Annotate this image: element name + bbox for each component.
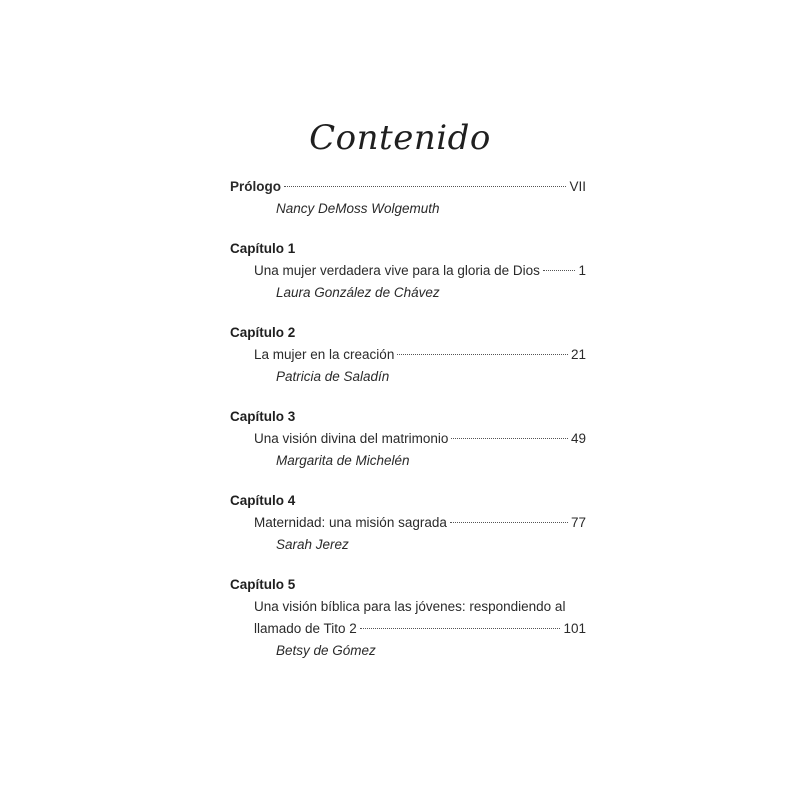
toc-entry-chapter-4 [230, 490, 586, 556]
toc-entry-chapter-1 [230, 238, 586, 304]
chapter-title-line-1: Una visión bíblica para las jóvenes: respondiendo al [254, 599, 566, 614]
toc-line [230, 176, 586, 198]
dot-leader [450, 522, 568, 523]
table-of-contents [230, 176, 586, 662]
toc-line [230, 512, 586, 534]
page-title: Contenido [309, 118, 491, 158]
toc-entry-chapter-3 [230, 406, 586, 472]
page-number: 1 [578, 263, 586, 278]
chapter-label: Capítulo 4 [230, 493, 296, 508]
chapter-label: Capítulo 5 [230, 577, 296, 592]
author-name: Laura González de Chávez [276, 285, 440, 300]
toc-line [230, 344, 586, 366]
toc-entry-chapter-2 [230, 322, 586, 388]
dot-leader [360, 628, 561, 629]
page-number: 49 [570, 431, 586, 446]
page-number: 77 [570, 515, 586, 530]
dot-leader [543, 270, 576, 271]
toc-entry-prologue [230, 176, 586, 220]
chapter-title-line-2: llamado de Tito 2 [254, 621, 357, 636]
author-name: Patricia de Saladín [276, 369, 390, 384]
dot-leader [451, 438, 568, 439]
author-name: Betsy de Gómez [276, 643, 376, 658]
prologue-label: Prólogo [230, 179, 281, 194]
author-name: Nancy DeMoss Wolgemuth [276, 201, 440, 216]
toc-line [230, 428, 586, 450]
chapter-title: Maternidad: una misión sagrada [254, 515, 447, 530]
chapter-label: Capítulo 3 [230, 409, 296, 424]
dot-leader [397, 354, 568, 355]
chapter-title: Una visión divina del matrimonio [254, 431, 449, 446]
author-name: Margarita de Michelén [276, 453, 410, 468]
page-number: VII [569, 179, 586, 194]
toc-line [230, 618, 586, 640]
chapter-label: Capítulo 1 [230, 241, 296, 256]
dot-leader [284, 186, 566, 187]
chapter-title: Una mujer verdadera vive para la gloria de Dios [254, 263, 540, 278]
chapter-title: La mujer en la creación [254, 347, 395, 362]
toc-entry-chapter-5 [230, 574, 586, 662]
author-name: Sarah Jerez [276, 537, 349, 552]
page-number: 21 [570, 347, 586, 362]
page-number: 101 [563, 621, 586, 636]
chapter-label: Capítulo 2 [230, 325, 296, 340]
toc-line [230, 260, 586, 282]
